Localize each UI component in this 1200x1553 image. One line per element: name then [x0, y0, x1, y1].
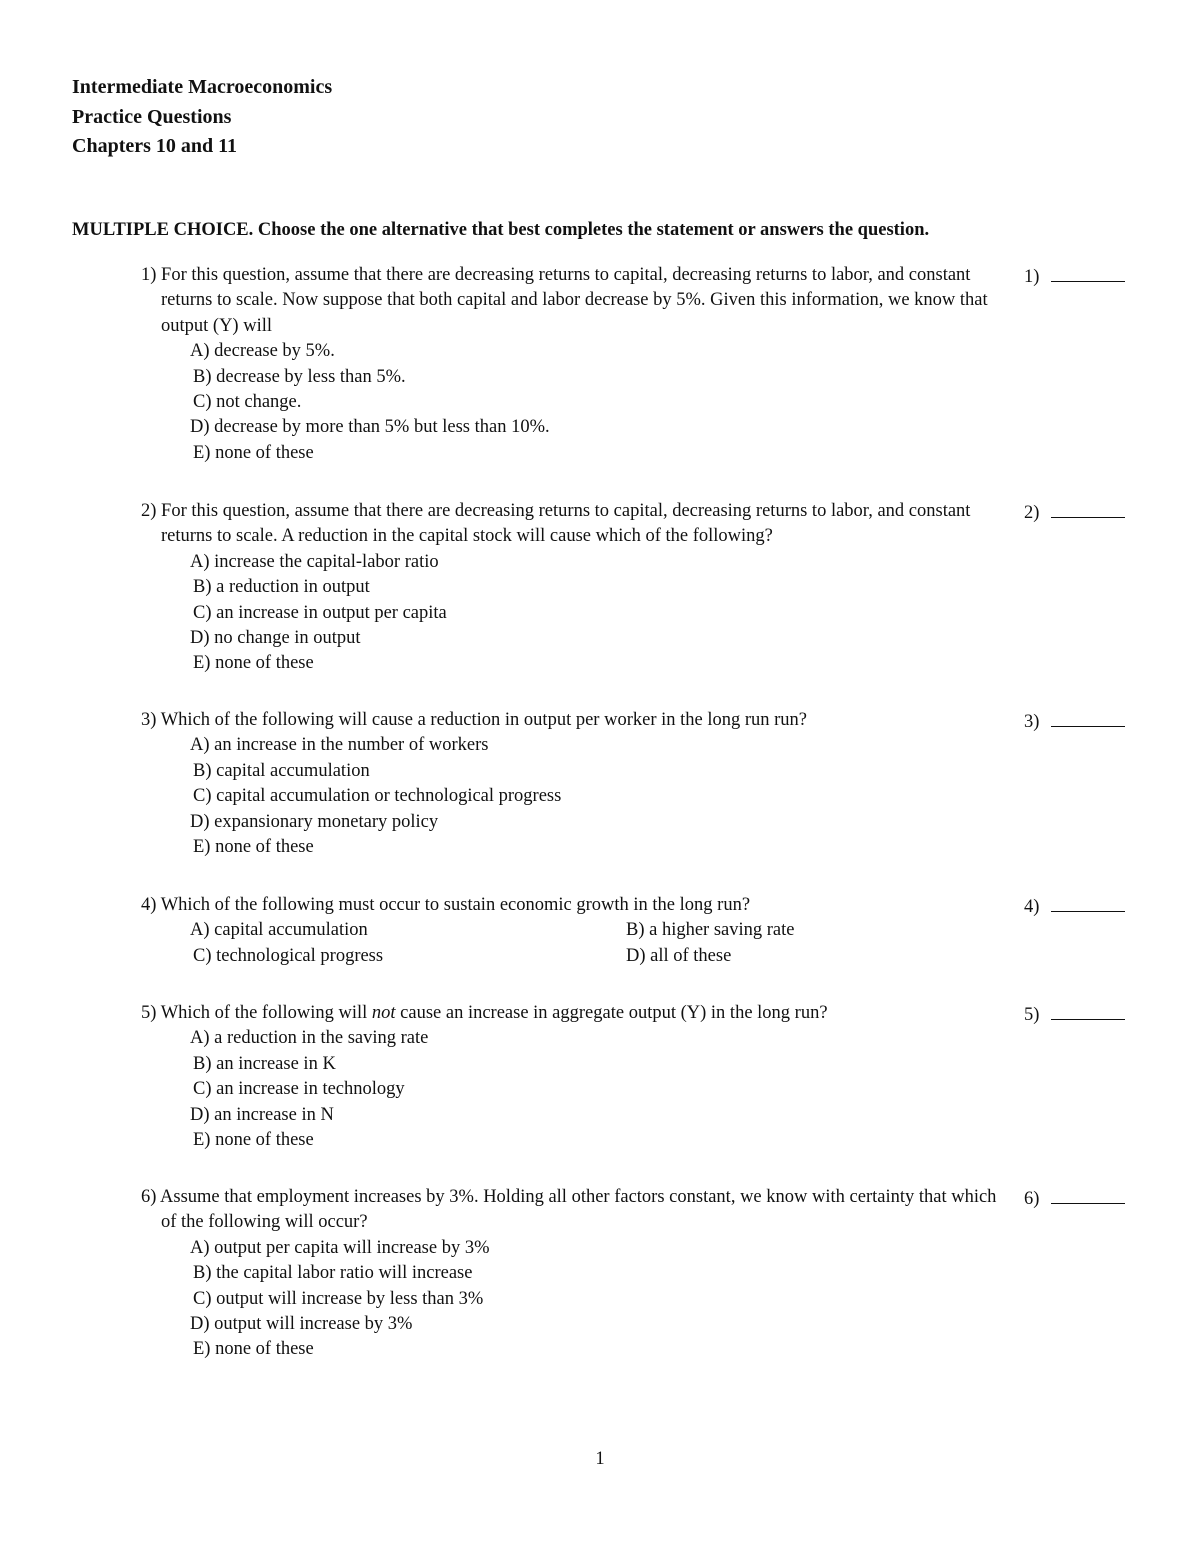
instructions: MULTIPLE CHOICE. Choose the one alternative that best completes the statement or answers the question.: [72, 220, 930, 240]
question-stem: 3) Which of the following will cause a reduction in output per worker in the long run run?: [141, 710, 808, 730]
option-c: C) an increase in output per capita: [193, 602, 447, 623]
option-b: B) a higher saving rate: [626, 920, 795, 941]
question-1: [141, 263, 1200, 466]
option-b: B) decrease by less than 5%.: [193, 366, 406, 387]
option-c: C) an increase in technology: [193, 1079, 405, 1100]
chapters-label: Chapters 10 and 11: [72, 135, 238, 157]
option-row: [190, 918, 1200, 943]
question-5: [141, 1001, 1200, 1153]
course-title: Intermediate Macroeconomics: [72, 76, 333, 98]
option-c: C) capital accumulation or technological progress: [193, 786, 562, 807]
option-row: [190, 944, 1200, 969]
option-d: D) decrease by more than 5% but less than 10%.: [190, 417, 550, 438]
question-stem: 4) Which of the following must occur to sustain economic growth in the long run?: [141, 895, 751, 915]
option-a: A) decrease by 5%.: [190, 341, 335, 362]
question-3: [141, 708, 1200, 860]
option-d: D) an increase in N: [190, 1104, 334, 1125]
option-d: D) output will increase by 3%: [190, 1314, 413, 1335]
option-a: A) an increase in the number of workers: [190, 735, 489, 756]
emphasis-not: not: [371, 1003, 396, 1023]
option-d: D) all of these: [626, 945, 732, 966]
option-e: E) none of these: [193, 1130, 314, 1151]
answer-blank[interactable]: 6): [1024, 1185, 1125, 1212]
option-b: B) a reduction in output: [193, 577, 370, 598]
option-b: B) capital accumulation: [193, 760, 370, 781]
answer-blank[interactable]: 5): [1024, 1001, 1125, 1028]
option-a: A) increase the capital-labor ratio: [190, 551, 439, 572]
question-stem: 2) For this question, assume that there are decreasing returns to capital, decreasing returns to labor, and constant returns to scale. A reduction in the capital stock will cause which of the following?: [141, 501, 971, 547]
option-b: B) the capital labor ratio will increase: [193, 1263, 473, 1284]
option-e: E) none of these: [193, 837, 314, 858]
option-c: C) technological progress: [193, 945, 384, 966]
option-c: C) output will increase by less than 3%: [193, 1288, 484, 1309]
document-header: [72, 73, 332, 162]
option-e: E) none of these: [193, 442, 314, 463]
option-c: C) not change.: [193, 392, 302, 413]
question-6: [141, 1185, 1200, 1363]
answer-blank[interactable]: 1): [1024, 263, 1125, 290]
option-a: A) capital accumulation: [190, 920, 368, 941]
document-subtitle: Practice Questions: [72, 105, 232, 128]
answer-blank[interactable]: 2): [1024, 499, 1125, 526]
question-stem: 5) Which of the following will not cause an increase in aggregate output (Y) in the long run?: [141, 1003, 828, 1023]
option-e: E) none of these: [193, 1339, 314, 1360]
answer-blank[interactable]: 3): [1024, 708, 1125, 735]
option-e: E) none of these: [193, 653, 314, 674]
page-number: 1: [595, 1449, 605, 1469]
option-d: D) expansionary monetary policy: [190, 811, 439, 832]
answer-blank[interactable]: 4): [1024, 893, 1125, 920]
question-stem: 6) Assume that employment increases by 3%. Holding all other factors constant, we know with certainty that which of the following will occur?: [141, 1187, 997, 1233]
option-d: D) no change in output: [190, 628, 361, 649]
question-2: [141, 499, 1200, 677]
question-4: [141, 893, 1200, 969]
option-a: A) output per capita will increase by 3%: [190, 1237, 490, 1258]
option-b: B) an increase in K: [193, 1053, 336, 1074]
option-a: A) a reduction in the saving rate: [190, 1028, 429, 1049]
question-stem: 1) For this question, assume that there are decreasing returns to capital, decreasing returns to labor, and constant returns to scale. Now suppose that both capital and labor decrease by 5%. Given this information, we know that output (Y) will: [141, 265, 988, 336]
